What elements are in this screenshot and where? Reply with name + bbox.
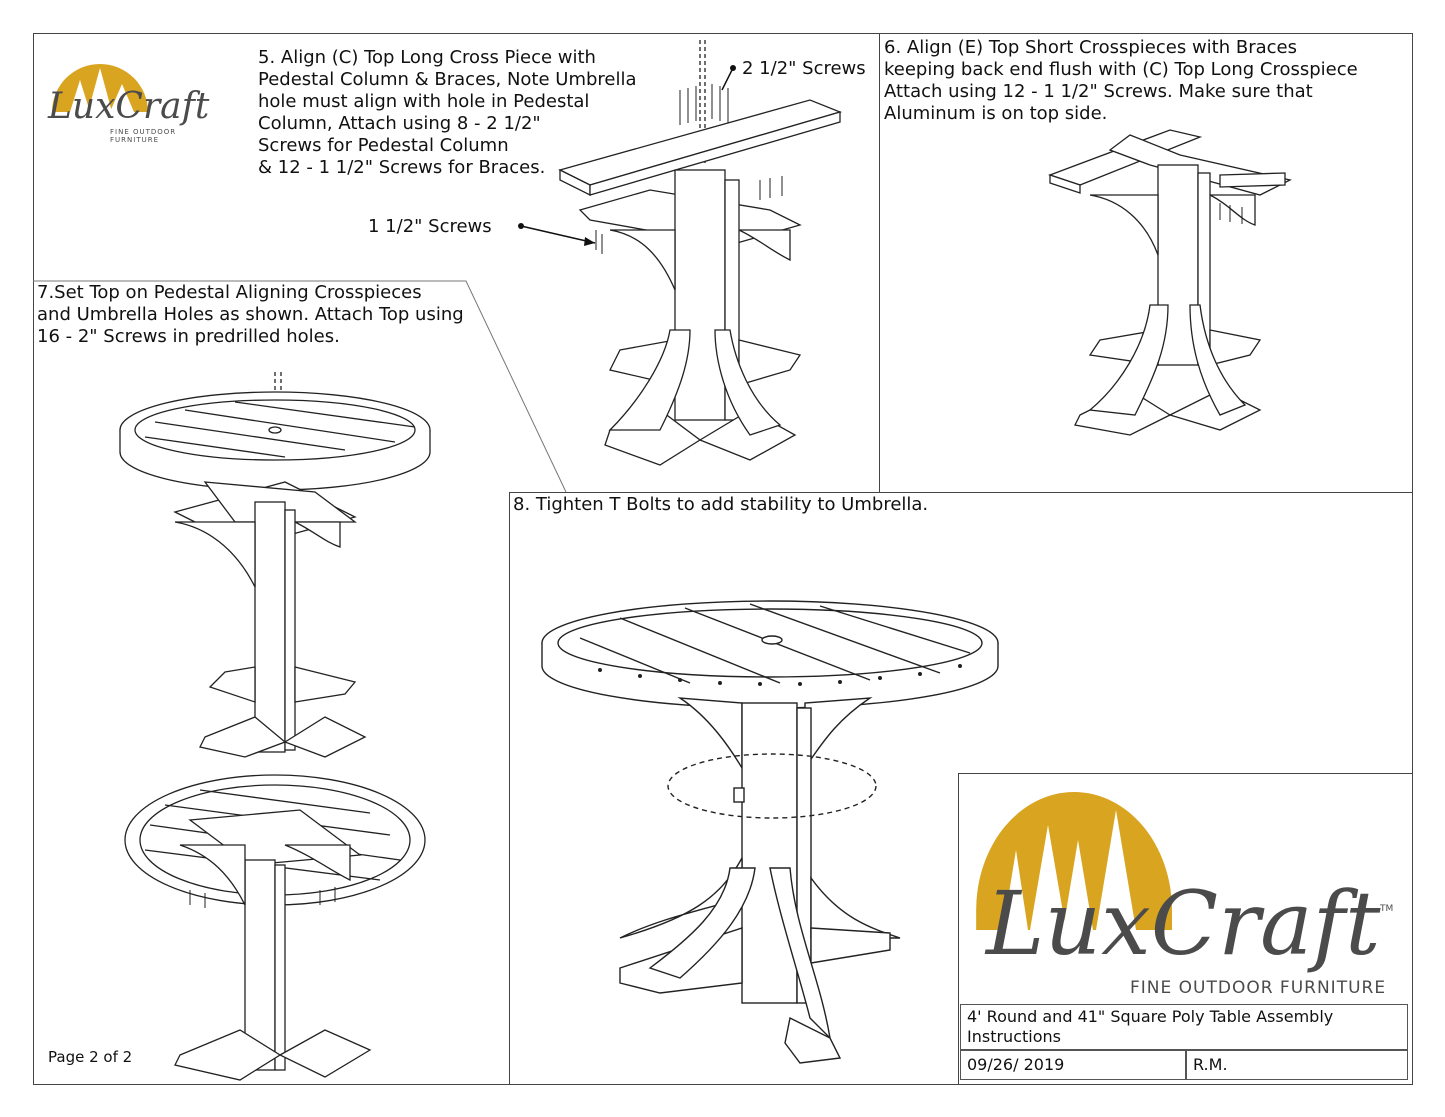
step6-pedestal-drawing [1050,125,1310,445]
large-logo [968,780,1408,1002]
small-logo-tagline: FINE OUTDOOR FURNITURE [110,128,177,144]
large-logo-trademark: TM [1380,904,1394,914]
small-logo-wordmark: LuxCraft [48,86,210,127]
callout-1-5-screws: 1 1/2" Screws [368,216,492,237]
step7-underside-drawing [120,765,430,1085]
step7-top-over-pedestal-drawing [115,372,445,762]
page-number: Page 2 of 2 [48,1048,133,1066]
step8-assembled-table-drawing [540,598,1010,1068]
step5-instructions: 5. Align (C) Top Long Cross Piece with Pedestal Column & Braces, Note Umbrella hole must align with hole in Pedestal Column, Attach using 8 - 2 1/2" Screws for Pedestal Column & 12 - 1 1/2" Screws for Braces. [258,47,637,178]
title-block-author: R.M. [1186,1050,1408,1080]
title-block-title: 4' Round and 41" Square Poly Table Assembly Instructions [960,1004,1408,1050]
step6-instructions: 6. Align (E) Top Short Crosspieces with Braces keeping back end flush with (C) Top Long Crosspiece Attach using 12 - 1 1/2" Screws. Make sure that Aluminum is on top side. [884,37,1358,124]
large-logo-wordmark: LuxCraft [986,872,1381,975]
callout-2-5-screws: 2 1/2" Screws [742,58,866,79]
step8-instructions: 8. Tighten T Bolts to add stability to Umbrella. [513,494,929,515]
step5-pedestal-drawing [550,40,890,480]
large-logo-tagline: FINE OUTDOOR FURNITURE [1130,978,1387,998]
step7-instructions: 7.Set Top on Pedestal Aligning Crosspieces and Umbrella Holes as shown. Attach Top using 16 - 2" Screws in predrilled holes. [37,282,464,347]
title-block-date: 09/26/ 2019 [960,1050,1186,1080]
